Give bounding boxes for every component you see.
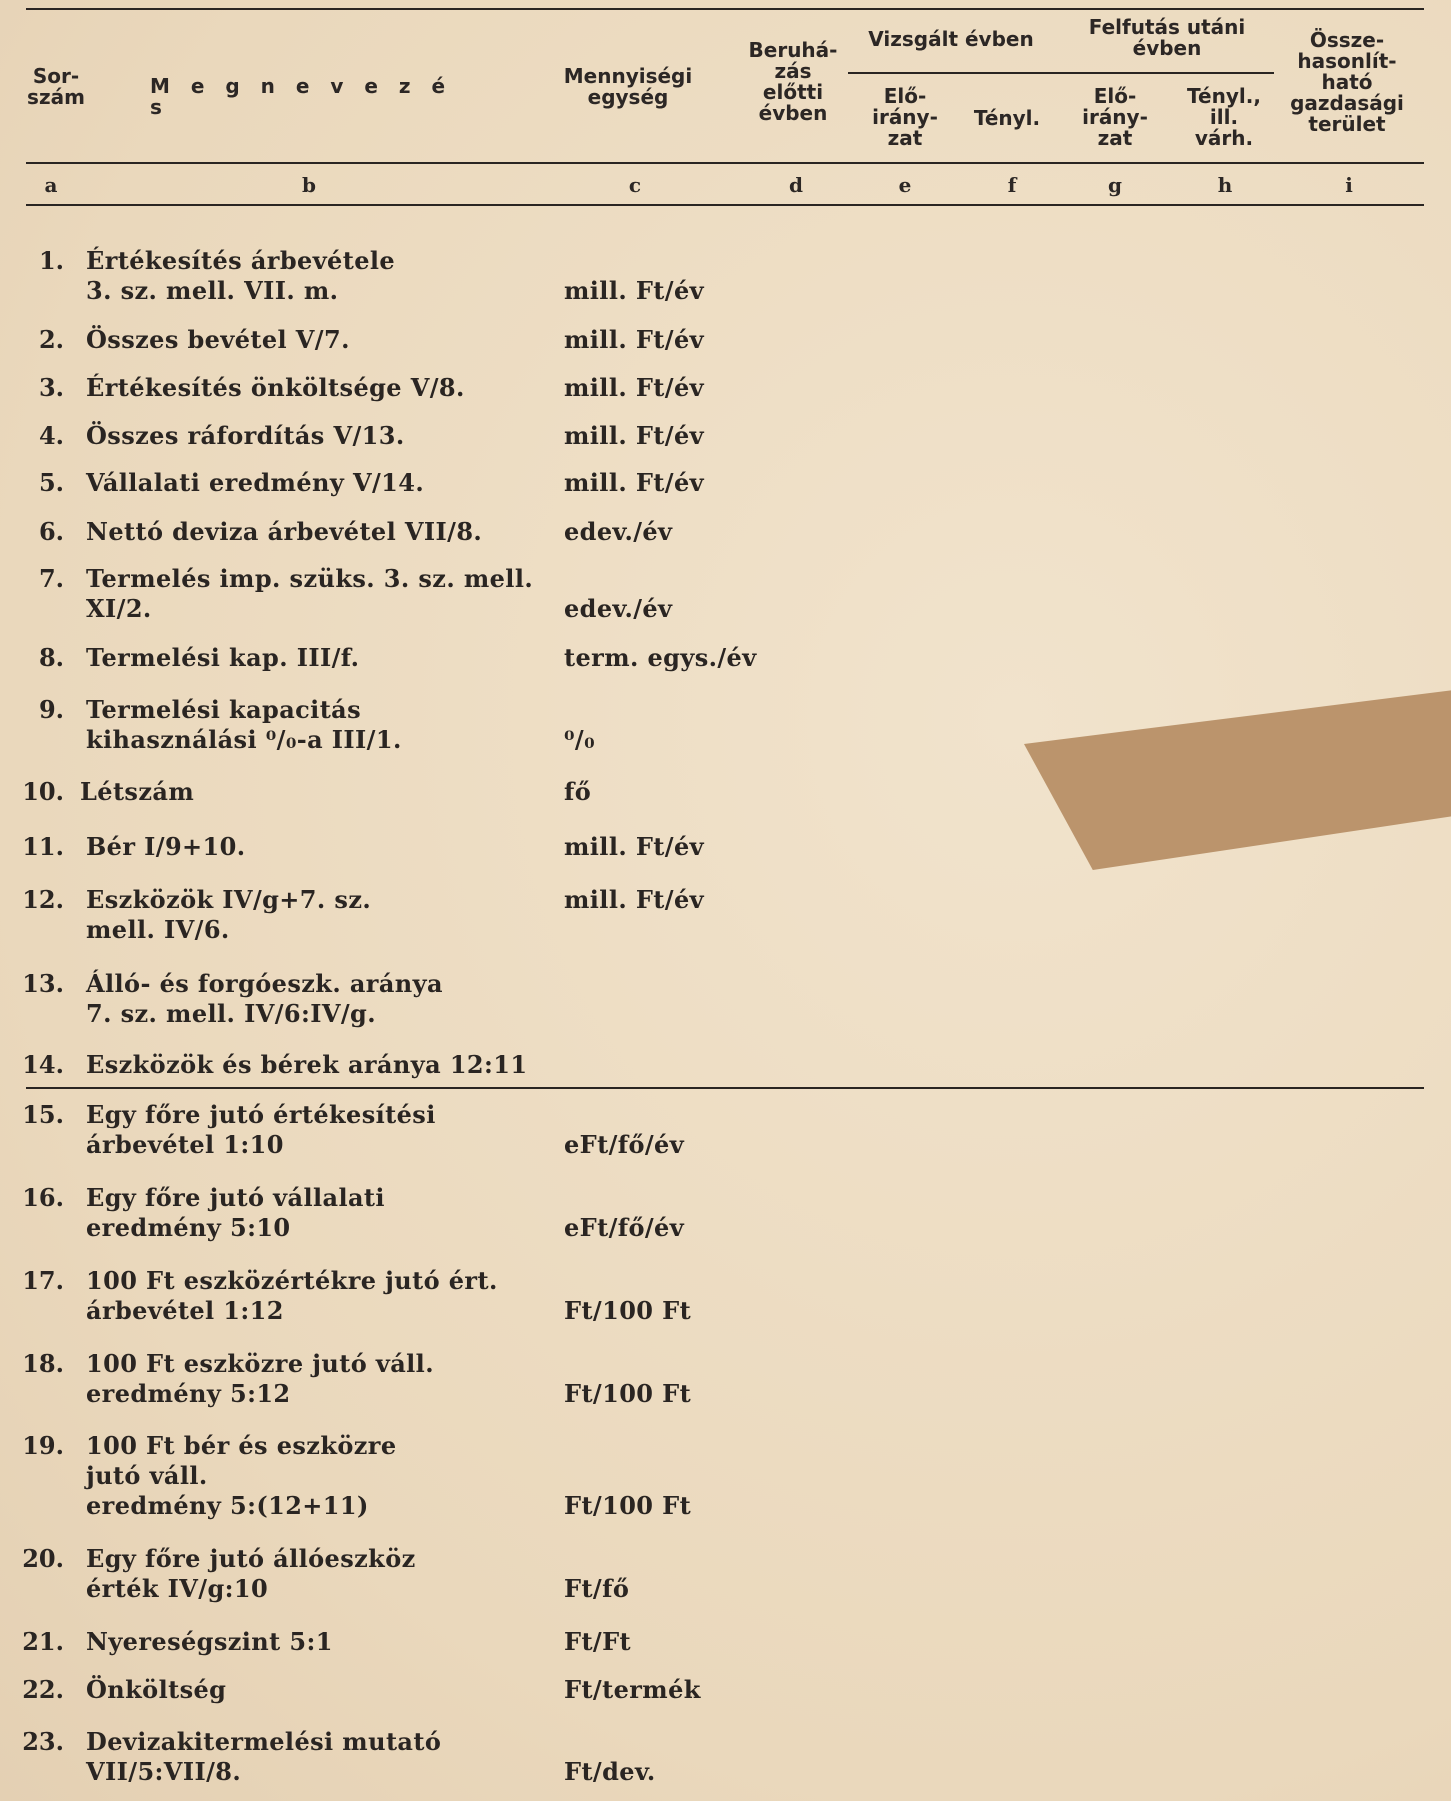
col-letter-f: f [1007,173,1017,197]
row-name: Egy főre jutó állóeszköz érték IV/g:10 [86,1544,416,1603]
row-name: Bér I/9+10. [86,832,246,861]
row-name: Nyereségszint 5:1 [86,1627,333,1656]
row-unit: fő [564,777,592,806]
col-letter-d: d [789,173,803,197]
row-number: 7. [38,564,64,593]
header-osszehasonlithato: Össze- hasonlít- ható gazdasági terület [1290,28,1404,136]
top-rule [26,8,1424,10]
row-number: 4. [38,421,64,450]
header-felfutas-eloiranyzat: Elő- irány- zat [1082,84,1148,150]
row-unit: mill. Ft/év [564,373,704,402]
letters-bottom-rule [26,204,1424,206]
row-number: 12. [22,885,64,914]
row-unit: Ft/fő [564,1574,630,1603]
row-name: Nettó deviza árbevétel VII/8. [86,517,483,546]
col-letter-a: a [44,173,58,197]
col-letter-h: h [1217,173,1233,197]
row-unit: mill. Ft/év [564,421,704,450]
col-letter-c: c [628,173,642,197]
row-unit: mill. Ft/év [564,885,704,914]
row-number: 18. [22,1349,64,1378]
header-vizsgalt-evben: Vizsgált évben [868,27,1034,51]
col-letter-e: e [898,173,912,197]
col-letter-i: i [1345,173,1353,197]
row-unit: edev./év [564,517,673,546]
row-name: 100 Ft eszközértékre jutó ért. árbevétel 1:12 [86,1266,498,1325]
row-number: 9. [38,695,64,724]
row-name: Termelési kap. III/f. [86,643,360,672]
row-unit: eFt/fő/év [564,1130,685,1159]
header-bottom-rule [26,162,1424,164]
row-number: 13. [22,969,64,998]
row-number: 21. [22,1627,64,1656]
row-number: 5. [38,468,64,497]
row-name: Eszközök IV/g+7. sz. mell. IV/6. [86,885,372,944]
row-number: 15. [22,1100,64,1129]
row-unit: edev./év [564,594,673,623]
header-megnevezes: M e g n e v e z é s [150,74,453,119]
row-unit: term. egys./év [564,643,757,672]
row-unit: ⁰/₀ [564,725,595,754]
row-unit: eFt/fő/év [564,1213,685,1242]
row-unit: Ft/100 Ft [564,1296,692,1325]
row-number: 8. [38,643,64,672]
row-number: 10. [22,777,64,806]
header-mennyisegi-egyseg: Mennyiségi egység [563,64,693,109]
header-vizsgalt-eloiranyzat: Elő- irány- zat [872,84,938,150]
row-unit: Ft/Ft [564,1627,632,1656]
row-name: Önköltség [86,1675,227,1704]
row-number: 20. [22,1544,64,1573]
row-name: Termelés imp. szüks. 3. sz. mell. XI/2. [86,564,534,623]
row-name: Értékesítés önköltsége V/8. [86,373,465,402]
row-unit: mill. Ft/év [564,325,704,354]
row-name: 100 Ft eszközre jutó váll. eredmény 5:12 [86,1349,434,1408]
header-felfutas-tenyl: Tényl., ill. várh. [1187,84,1261,150]
row-name: Álló- és forgóeszk. aránya 7. sz. mell. IV/6:IV/g. [86,969,443,1028]
row-name: Vállalati eredmény V/14. [86,468,425,497]
row-name: Devizakitermelési mutató VII/5:VII/8. [86,1727,442,1786]
row-name: Egy főre jutó értékesítési árbevétel 1:10 [86,1100,436,1159]
row-name: Összes bevétel V/7. [86,325,350,354]
row-number: 3. [38,373,64,402]
row-number: 23. [22,1727,64,1756]
row-unit: Ft/dev. [564,1757,656,1786]
col-letter-g: g [1108,173,1122,197]
row-number: 11. [22,832,64,861]
header-vizsgalt-tenyl: Tényl. [973,106,1041,130]
row-name: Egy főre jutó vállalati eredmény 5:10 [86,1183,385,1242]
header-felfutas-utani: Felfutás utáni évben [1088,15,1246,60]
row-number: 19. [22,1431,64,1460]
row-unit: Ft/100 Ft [564,1491,692,1520]
row-unit: mill. Ft/év [564,276,704,305]
row-name: Összes ráfordítás V/13. [86,421,405,450]
row-unit: mill. Ft/év [564,468,704,497]
row-number: 22. [22,1675,64,1704]
row-number: 17. [22,1266,64,1295]
col-letter-b: b [302,173,316,197]
row-number: 16. [22,1183,64,1212]
row-name: 100 Ft bér és eszközre jutó váll. eredmény 5:(12+11) [86,1431,397,1520]
row-number: 2. [38,325,64,354]
section-divider-rule [26,1087,1424,1089]
row-number: 14. [22,1050,64,1079]
row-name: Létszám [80,777,195,806]
row-name: Termelési kapacitás kihasználási ⁰/₀-a III/1. [86,695,402,754]
header-sorszam: Sor- szám [27,64,85,109]
row-unit: Ft/100 Ft [564,1379,692,1408]
row-unit: mill. Ft/év [564,832,704,861]
header-beruhazas-elotti: Beruhá- zás előtti évben [748,38,838,125]
row-name: Értékesítés árbevétele 3. sz. mell. VII. m. [86,246,396,305]
row-unit: Ft/termék [564,1675,701,1704]
row-name: Eszközök és bérek aránya 12:11 [86,1050,528,1079]
row-number: 6. [38,517,64,546]
vizsgalt-underline [848,72,1274,74]
row-number: 1. [38,246,64,275]
